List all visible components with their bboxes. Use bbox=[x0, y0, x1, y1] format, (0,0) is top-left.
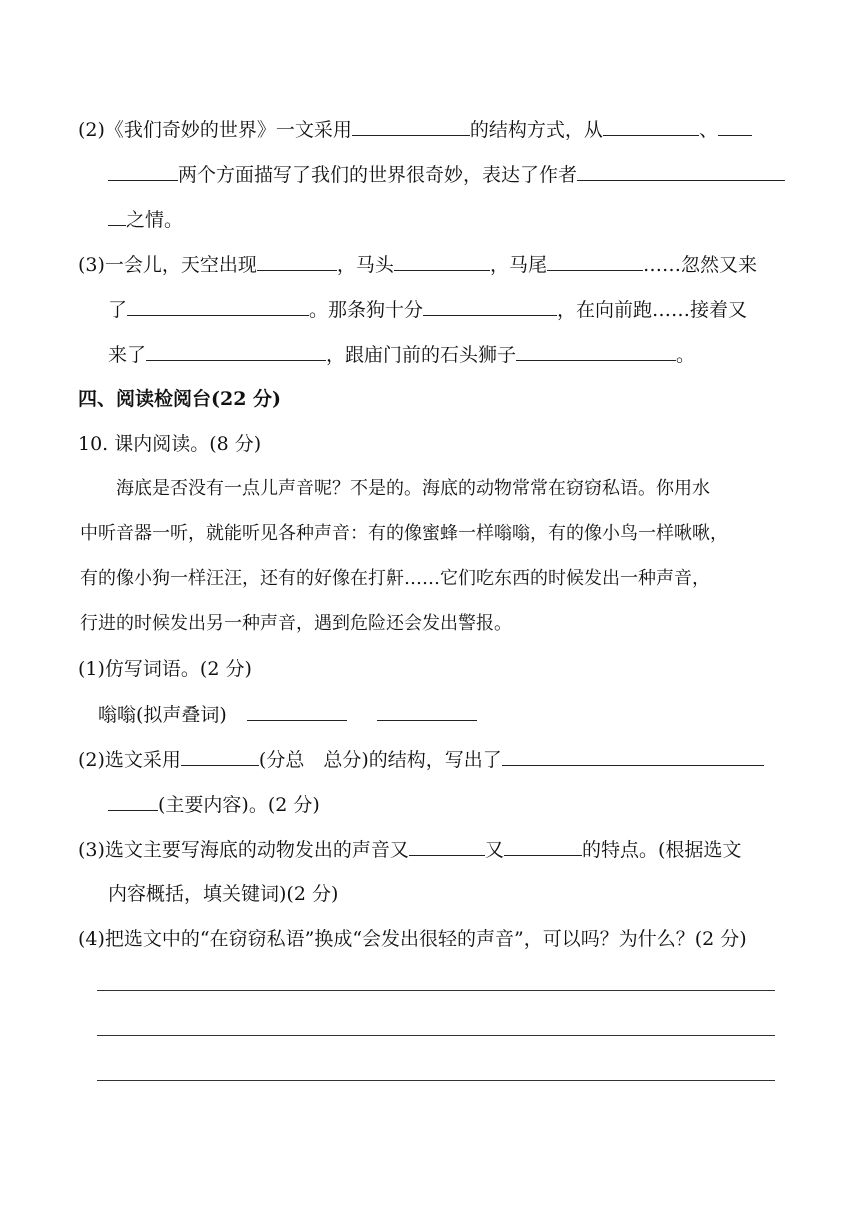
answer-blank[interactable] bbox=[257, 252, 337, 271]
answer-blank[interactable] bbox=[181, 747, 259, 766]
passage-line: 行进的时候发出另一种声音，遇到危险还会发出警报。 bbox=[80, 613, 512, 634]
answer-blank[interactable] bbox=[502, 747, 764, 766]
passage-line: 有的像小狗一样汪汪，还有的好像在打鼾……它们吃东西的时候发出一种声音， bbox=[80, 568, 710, 589]
answer-line[interactable] bbox=[97, 1035, 775, 1036]
q10-heading: 10. 课内阅读。(8 分) bbox=[78, 433, 262, 455]
answer-blank[interactable] bbox=[377, 702, 477, 721]
q2-text: 两个方面描写了我们的世界很奇妙，表达了作者 bbox=[178, 164, 578, 186]
sub3-text: 的特点。(根据选文 bbox=[581, 839, 742, 861]
q3-text: 。 bbox=[676, 344, 696, 366]
q2-line-2 bbox=[108, 162, 785, 187]
sub2-text: (2)选文采用 bbox=[78, 749, 181, 771]
q3-text: 来了 bbox=[108, 344, 147, 366]
q3-text: ，跟庙门前的石头狮子 bbox=[326, 344, 517, 366]
answer-blank[interactable] bbox=[603, 117, 699, 136]
answer-blank[interactable] bbox=[108, 207, 126, 226]
answer-blank[interactable] bbox=[127, 297, 309, 316]
q3-text: ……忽然又来 bbox=[642, 254, 757, 276]
answer-line[interactable] bbox=[97, 1080, 775, 1081]
q2-line-3 bbox=[108, 207, 183, 232]
q3-line-2 bbox=[108, 297, 747, 322]
sub1-question: (1)仿写词语。(2 分) bbox=[78, 658, 252, 680]
sub2-line-2 bbox=[108, 792, 320, 817]
answer-blank[interactable] bbox=[516, 342, 676, 361]
passage-line: 海底是否没有一点儿声音呢？不是的。海底的动物常常在窃窃私语。你用水 bbox=[116, 478, 710, 499]
answer-blank[interactable] bbox=[108, 162, 178, 181]
sub3-line-1 bbox=[78, 837, 741, 862]
section-title: 四、阅读检阅台(22 分) bbox=[78, 388, 282, 410]
q2-text: 的结构方式，从 bbox=[469, 119, 603, 141]
sub1-example-line bbox=[98, 702, 477, 727]
q3-text: ，在向前跑……接着又 bbox=[557, 299, 748, 321]
q2-text: 、 bbox=[698, 119, 718, 141]
passage-line: 中听音器一听，就能听见各种声音：有的像蜜蜂一样嗡嗡，有的像小鸟一样啾啾， bbox=[80, 523, 728, 544]
q3-text: ，马尾 bbox=[489, 254, 547, 276]
q3-text: (3)一会儿，天空出现 bbox=[78, 254, 257, 276]
sub3-text: (3)选文主要写海底的动物发出的声音又 bbox=[78, 839, 409, 861]
sub2-text: (分总 总分)的结构，写出了 bbox=[258, 749, 502, 771]
answer-blank[interactable] bbox=[394, 252, 490, 271]
sub2-line-1 bbox=[78, 747, 764, 772]
answer-blank[interactable] bbox=[504, 837, 582, 856]
answer-blank[interactable] bbox=[409, 837, 485, 856]
sub3-line-2: 内容概括，填关键词)(2 分) bbox=[108, 883, 339, 905]
sub4-question: (4)把选文中的“在窃窃私语”换成“会发出很轻的声音”，可以吗？为什么？(2 分) bbox=[78, 928, 747, 950]
answer-blank[interactable] bbox=[547, 252, 643, 271]
answer-blank[interactable] bbox=[423, 297, 557, 316]
q2-text: 之情。 bbox=[126, 209, 184, 231]
answer-blank[interactable] bbox=[108, 792, 158, 811]
sub2-text: (主要内容)。(2 分) bbox=[158, 794, 320, 816]
answer-blank[interactable] bbox=[146, 342, 326, 361]
answer-blank[interactable] bbox=[718, 117, 752, 136]
q3-text: 了 bbox=[108, 299, 128, 321]
q2-text: (2)《我们奇妙的世界》一文采用 bbox=[78, 119, 352, 141]
q3-text: 。那条狗十分 bbox=[309, 299, 424, 321]
q3-line-3 bbox=[108, 342, 695, 367]
q3-line-1 bbox=[78, 252, 757, 277]
answer-blank[interactable] bbox=[247, 702, 347, 721]
q3-text: ，马头 bbox=[336, 254, 394, 276]
answer-line[interactable] bbox=[97, 990, 775, 991]
q2-line-1 bbox=[78, 117, 752, 142]
sub1-example: 嗡嗡(拟声叠词) bbox=[98, 704, 227, 726]
sub3-text: 又 bbox=[484, 839, 504, 861]
answer-blank[interactable] bbox=[577, 162, 785, 181]
answer-blank[interactable] bbox=[352, 117, 470, 136]
